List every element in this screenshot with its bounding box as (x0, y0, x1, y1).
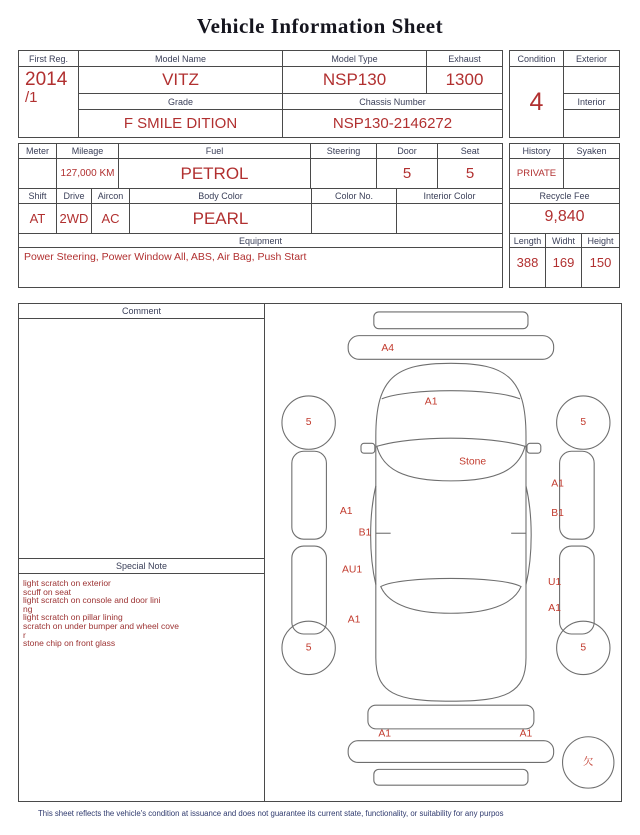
damage-marker-A1: A1 (519, 727, 533, 739)
color-no-value (312, 204, 397, 234)
shift-value: AT (19, 204, 57, 234)
windshield (377, 438, 525, 481)
condition-value: 4 (510, 67, 564, 137)
details-table (18, 143, 503, 288)
dimensions-grid (510, 234, 619, 287)
right-rocker-front (560, 451, 595, 539)
door-label: Door (377, 144, 438, 159)
special-note-line: scuff on seat (23, 586, 72, 597)
recycle-fee-grid (510, 189, 619, 234)
damage-marker-A1: A1 (339, 505, 353, 517)
first-reg-label: First Reg. (19, 51, 79, 67)
damage-marker-A1: A1 (378, 727, 392, 739)
width-label: Widht (546, 234, 582, 248)
special-note-lines (19, 574, 264, 653)
damage-marker-欠: 欠 (583, 756, 594, 768)
rear-bumper (348, 740, 554, 762)
height-value: 150 (589, 255, 612, 270)
steering-label: Steering (311, 144, 377, 159)
car-diagram-svg (265, 306, 621, 800)
damage-marker-B1: B1 (358, 527, 372, 539)
interior-value (564, 110, 619, 137)
shift-label: Shift (19, 189, 57, 204)
aircon-value: AC (92, 204, 130, 234)
details-grid-equipment (19, 234, 502, 287)
damage-marker-Stone: Stone (459, 456, 487, 468)
syaken-label: Syaken (564, 144, 619, 159)
model-name-label: Model Name (79, 51, 283, 67)
drive-label: Drive (57, 189, 92, 204)
right-mirror (527, 443, 541, 453)
color-no-label: Color No. (312, 189, 397, 204)
door-value: 5 (377, 159, 438, 189)
damage-marker-5: 5 (580, 416, 587, 428)
equipment-label: Equipment (19, 234, 502, 248)
details-tables-row (18, 143, 622, 288)
condition-label: Condition (510, 51, 564, 67)
mileage-value: 127,000 KM (57, 159, 119, 189)
damage-markers-layer (306, 342, 594, 767)
grille-line (382, 390, 520, 398)
identity-table (18, 50, 503, 138)
comment-body (19, 319, 264, 558)
syaken-value (564, 159, 619, 189)
damage-diagram (265, 304, 621, 801)
chassis-number-value: NSP130-2146272 (332, 115, 453, 132)
damage-marker-A1: A1 (551, 477, 564, 489)
history-grid (510, 144, 619, 189)
details-grid-top (19, 144, 502, 189)
condition-section (18, 303, 622, 802)
length-label: Length (510, 234, 546, 248)
damage-marker-B1: B1 (551, 507, 564, 519)
drive-value: 2WD (57, 204, 92, 234)
left-rocker-front (292, 451, 327, 539)
width-value: 169 (546, 248, 582, 287)
body-color-label: Body Color (130, 189, 312, 204)
notes-column (19, 304, 265, 801)
history-value: PRIVATE (510, 159, 564, 189)
comment-header: Comment (19, 304, 264, 319)
aircon-label: Aircon (92, 189, 130, 204)
mileage-label: Mileage (57, 144, 119, 159)
special-note-box (19, 559, 264, 801)
special-note-line: stone chip on front glass (23, 638, 116, 649)
front-bumper (348, 335, 554, 359)
special-note-line: ng (23, 603, 33, 614)
interior-color-value (397, 204, 502, 234)
exhaust-value: 1300 (427, 67, 502, 94)
condition-table (509, 50, 620, 138)
grade-label: Grade (79, 94, 283, 110)
history-label: History (510, 144, 564, 159)
exterior-value (564, 67, 619, 94)
damage-marker-A1: A1 (424, 395, 438, 407)
special-note-line: light scratch on pillar lining (23, 612, 123, 623)
right-door-bulge (526, 485, 531, 584)
left-mirror (361, 443, 375, 453)
model-name-value: VITZ (79, 67, 283, 94)
first-reg-value (19, 67, 79, 137)
exhaust-label: Exhaust (427, 51, 502, 67)
body-color-value: PEARL (130, 204, 312, 234)
chassis-number-label: Chassis Number (283, 94, 502, 110)
seat-label: Seat (438, 144, 502, 159)
equipment-value: Power Steering, Power Window All, ABS, Air Bag, Push Start (24, 251, 307, 263)
rear-trim-bar (374, 769, 528, 785)
seat-value: 5 (438, 159, 502, 189)
rear-window (381, 578, 521, 613)
model-type-label: Model Type (283, 51, 427, 67)
trunk-lid (368, 705, 534, 729)
grade-value: F SMILE DITION (79, 110, 283, 137)
header-tables-row (18, 50, 622, 138)
damage-marker-5: 5 (305, 416, 312, 428)
history-fee-table (509, 143, 620, 288)
recycle-fee-label: Recycle Fee (510, 189, 619, 204)
fuel-value: PETROL (119, 159, 311, 189)
height-label: Height (582, 234, 619, 248)
left-door-bulge (371, 485, 376, 584)
details-grid-middle (19, 189, 502, 234)
damage-marker-A4: A4 (381, 342, 395, 354)
meter-label: Meter (19, 144, 57, 159)
special-note-line: light scratch on exterior (23, 578, 111, 588)
meter-value (19, 159, 57, 189)
special-note-line: light scratch on console and door lini (23, 595, 161, 606)
car-body (376, 363, 526, 701)
length-value: 388 (510, 248, 546, 287)
model-type-value: NSP130 (283, 67, 427, 94)
damage-marker-U1: U1 (548, 576, 562, 588)
right-rocker-rear (560, 546, 595, 634)
comment-box (19, 304, 264, 559)
disclaimer-text: This sheet reflects the vehicle's condition at issuance and does not guarantee its current state, functionality, or suitability for any purpos (38, 809, 504, 818)
car-outline-group (282, 311, 614, 787)
damage-marker-5: 5 (580, 641, 587, 653)
exterior-label: Exterior (564, 51, 619, 67)
interior-label: Interior (564, 94, 619, 110)
special-note-line: scratch on under bumper and wheel cove (23, 620, 179, 631)
damage-marker-A1: A1 (548, 602, 561, 614)
page-title: Vehicle Information Sheet (196, 14, 444, 38)
first-reg-month: /1 (25, 89, 38, 107)
steering-value (311, 159, 377, 189)
damage-marker-AU1: AU1 (342, 563, 363, 575)
damage-marker-A1: A1 (347, 614, 361, 626)
interior-color-label: Interior Color (397, 189, 502, 204)
special-note-header: Special Note (19, 559, 264, 574)
special-note-line: r (23, 629, 26, 640)
front-trim-bar (374, 311, 528, 328)
recycle-fee-value: 9,840 (510, 204, 619, 234)
damage-marker-5: 5 (305, 641, 312, 653)
fuel-label: Fuel (119, 144, 311, 159)
first-reg-year: 2014 (25, 69, 68, 90)
